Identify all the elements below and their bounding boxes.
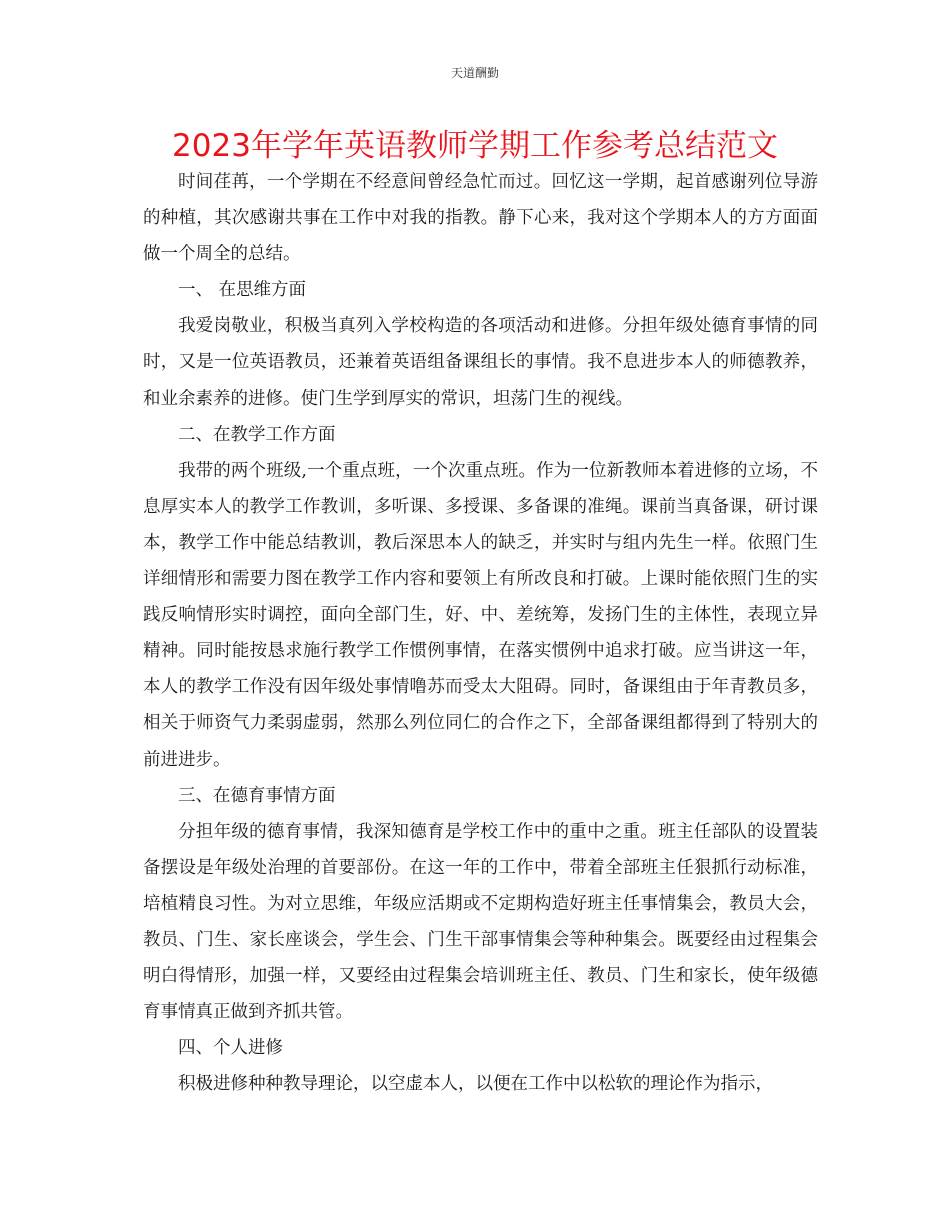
section-body-teaching: 我带的两个班级,一个重点班，一个次重点班。作为一位新教师本着进修的立场，不息厚实本人的教学工作教训，多听课、多授课、多备课的准绳。课前当真备课，研讨课本，教学工作中能总结教训，教后深思本人的缺乏，并实时与组内先生一样。依照门生详细情形和需要力图在教学工作内容和要领上有所改良和打破。上课时能依照门生的实践反响情形实时调控，面向全部门生，好、中、差统筹，发扬门生的主体性，表现立异精神。同时能按恳求施行教学工作惯例事情，在落实惯例中追求打破。应当讲这一年，本人的教学工作没有因年级处事情噜苏而受太大阻碍。同时，备课组由于年青教员多，相关于师资气力柔弱虚弱，然那么列位同仁的合作之下，全部备课组都得到了特别大的前进进步。 [143,460,818,770]
document-body [143,164,818,1102]
section-heading-teaching: 二、在教学工作方面 [178,424,336,445]
section-heading-personal-study: 四、个人进修 [178,1038,283,1059]
section-heading-thinking: 一、 在思维方面 [178,280,307,301]
section-body-thinking: 我爱岗敬业，积极当真列入学校构造的各项活动和进修。分担年级处德育事情的同时，又是一位英语教员，还兼着英语组备课组长的事情。我不息进步本人的师德教养，和业余素养的进修。使门生学到厚实的常识，坦荡门生的视线。 [143,316,818,409]
section-body-personal-study: 积极进修种种教导理论，以空虚本人，以便在工作中以松软的理论作为指示， [178,1074,773,1095]
section-heading-moral-education: 三、在德育事情方面 [178,785,336,806]
section-body-moral-education: 分担年级的德育事情，我深知德育是学校工作中的重中之重。班主任部队的设置装备摆设是年级处治理的首要部份。在这一年的工作中，带着全部班主任狠抓行动标准，培植精良习性。为对立思维，年级应活期或不定期构造好班主任事情集会，教员大会，教员、门生、家长座谈会，学生会、门生干部事情集会等种种集会。既要经由过程集会明白得情形，加强一样，又要经由过程集会培训班主任、教员、门生和家长，使年级德育事情真正做到齐抓共管。 [143,821,818,1023]
intro-paragraph: 时间荏苒，一个学期在不经意间曾经急忙而过。回忆这一学期，起首感谢列位导游的种植，其次感谢共事在工作中对我的指教。静下心来，我对这个学期本人的方方面面做一个周全的总结。 [143,172,818,265]
document-title: 2023年学年英语教师学期工作参考总结范文 [172,128,778,164]
page-header: 天道酬勤 [450,66,499,80]
